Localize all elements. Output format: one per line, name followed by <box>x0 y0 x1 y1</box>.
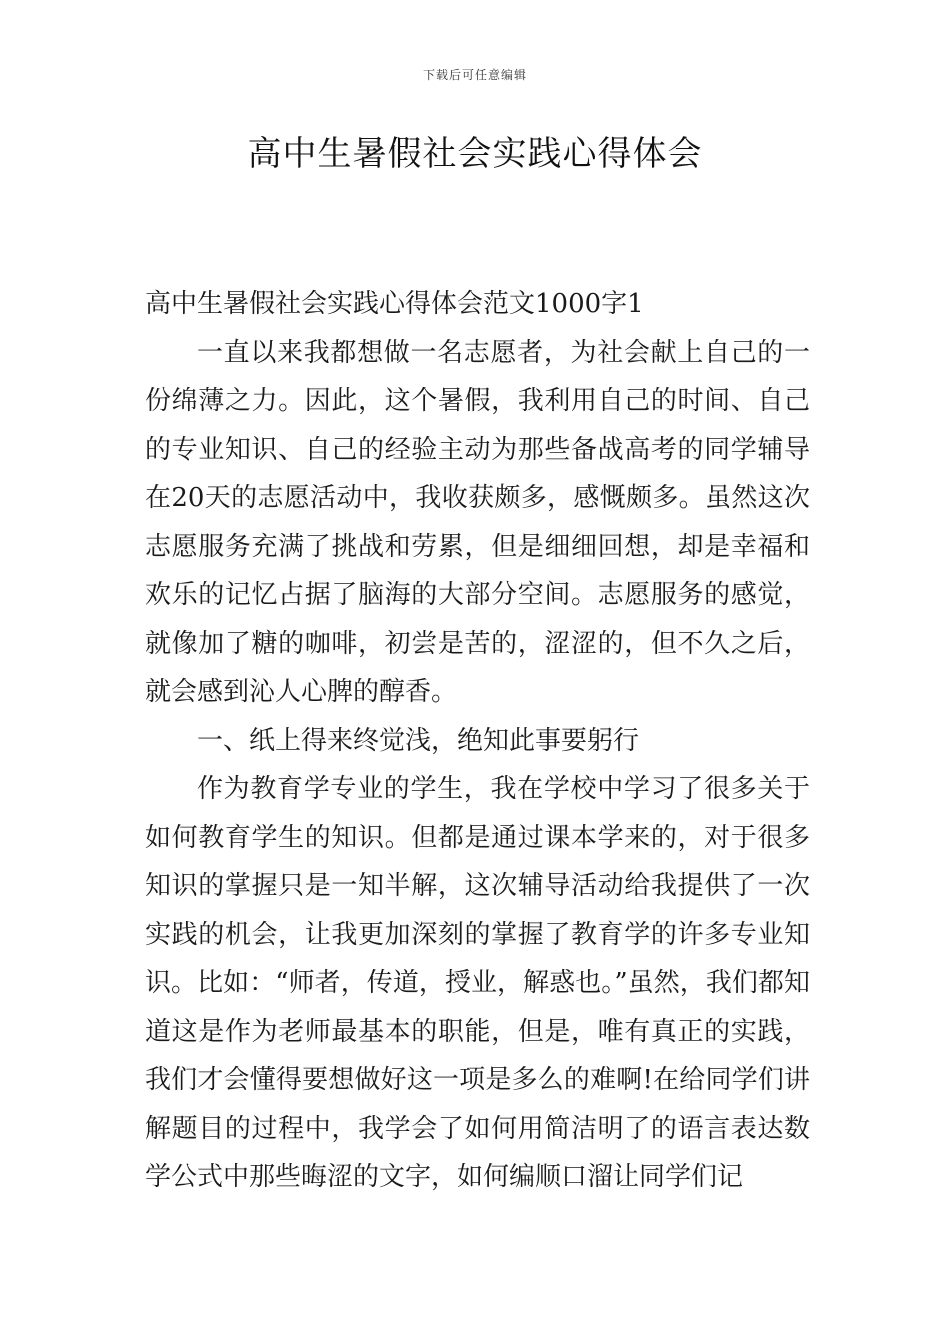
section-heading: 一、纸上得来终觉浅，绝知此事要躬行 <box>197 725 640 756</box>
paragraph-intro: 一直以来我都想做一名志愿者，为社会献上自己的一份绵薄之力。因此，这个暑假，我利用自己的时间、自己的专业知识、自己的经验主动为那些备战高考的同学辅导在20天的志愿活动中，我收获颇多，感慨颇多。虽然这次志愿服务充满了挑战和劳累，但是细细回想，却是幸福和欢乐的记忆占据了脑海的大部分空间。志愿服务的感觉，就像加了糖的咖啡，初尝是苦的，涩涩的，但不久之后，就会感到沁人心脾的醇香。 <box>145 337 810 707</box>
paragraph-education: 作为教育学专业的学生，我在学校中学习了很多关于如何教育学生的知识。但都是通过课本学来的，对于很多知识的掌握只是一知半解，这次辅导活动给我提供了一次实践的机会，让我更加深刻的掌握了教育学的许多专业知识。比如：“师者，传道，授业，解惑也。”虽然，我们都知道这是作为老师最基本的职能，但是，唯有真正的实践，我们才会懂得要想做好这一项是多么的难啊!在给同学们讲解题目的过程中，我学会了如何用简洁明了的语言表达数学公式中那些晦涩的文字，如何编顺口溜让同学们记 <box>145 774 810 1192</box>
document-body <box>145 280 810 1202</box>
document-title: 高中生暑假社会实践心得体会 <box>247 134 703 174</box>
section-subtitle: 高中生暑假社会实践心得体会范文1000字1 <box>145 289 644 319</box>
header-note: 下载后可任意编辑 <box>422 68 527 82</box>
